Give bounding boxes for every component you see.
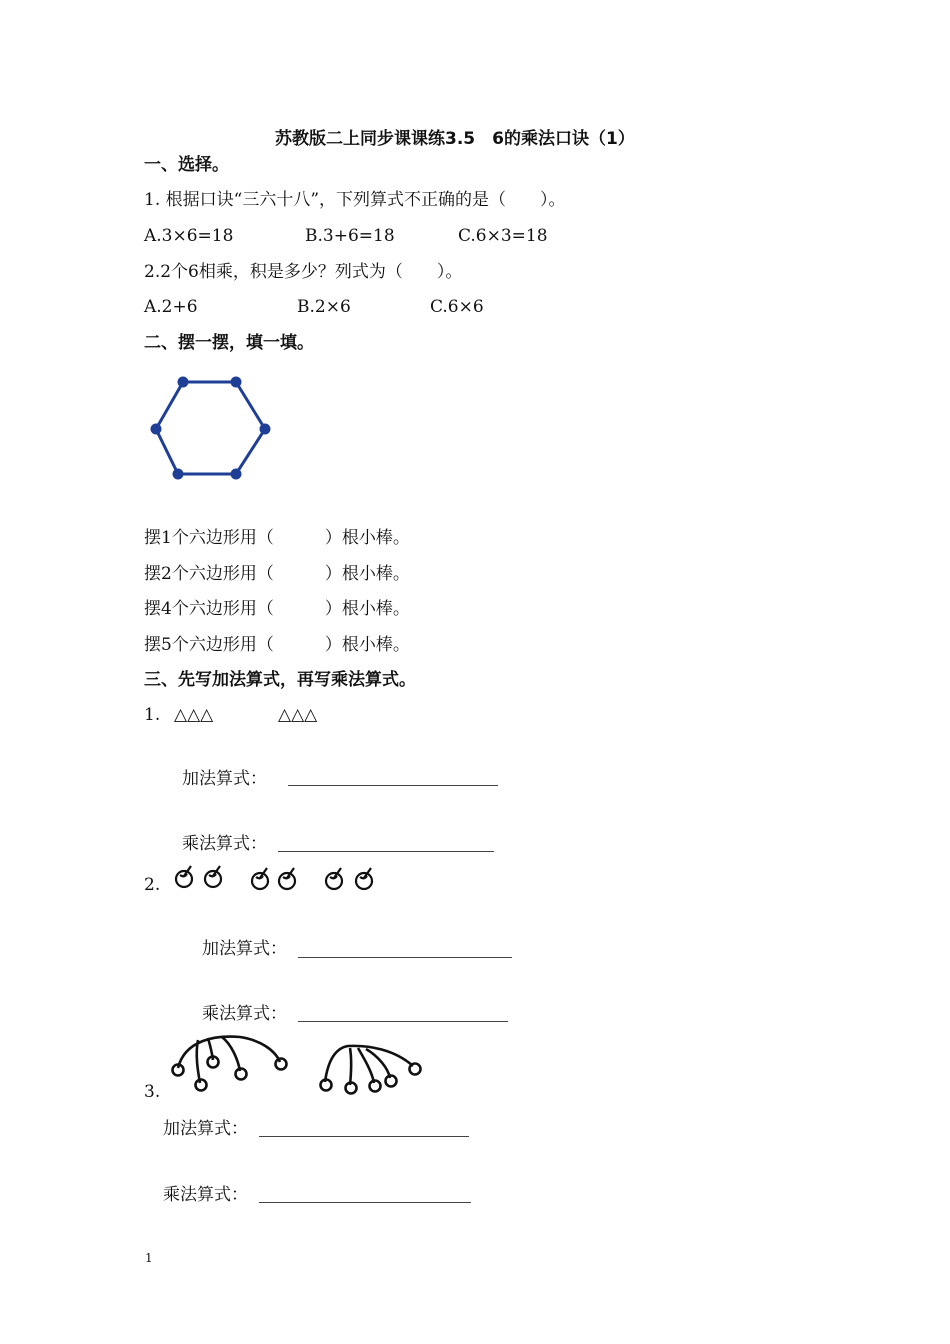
page-number: 1 [145, 1251, 153, 1265]
q1-option-a: A.3×6=18 [144, 226, 234, 246]
balloon-icon [410, 1064, 421, 1075]
hexagon-line-2: 摆2个六边形用（ ）根小棒。 [144, 564, 410, 584]
hexagon-line-3: 摆4个六边形用（ ）根小棒。 [144, 599, 410, 619]
balloon-icon [276, 1059, 287, 1070]
p3-add-label: 加法算式： [163, 1119, 248, 1139]
p2-mul-label: 乘法算式： [202, 1004, 287, 1024]
p1-add-label: 加法算式： [182, 769, 267, 789]
section-3-heading: 三、先写加法算式，再写乘法算式。 [144, 670, 416, 690]
page-title: 苏教版二上同步课课练3.5 6的乘法口诀（1） [275, 129, 635, 149]
q2-option-a: A.2+6 [144, 297, 198, 317]
section-1-heading: 一、选择。 [144, 155, 229, 175]
triangle-group-1: △△△ [174, 705, 214, 725]
p3-add-answer-line[interactable] [259, 1136, 469, 1137]
p3-mul-answer-line[interactable] [259, 1202, 471, 1203]
section-2-heading: 二、摆一摆，填一填。 [144, 333, 314, 353]
triangle-group-2: △△△ [278, 705, 318, 725]
p3-mul-label: 乘法算式： [163, 1185, 248, 1205]
question-2: 2.2个6相乘，积是多少？列式为（ ）。 [144, 262, 463, 282]
balloon-icon [196, 1080, 207, 1091]
q2-option-b: B.2×6 [297, 297, 351, 317]
problem-3-number: 3. [144, 1082, 161, 1102]
hexagon-line-1: 摆1个六边形用（ ）根小棒。 [144, 528, 410, 548]
problem-2-number: 2. [144, 875, 161, 895]
question-1: 1. 根据口诀“三六十八”，下列算式不正确的是（ ）。 [144, 190, 566, 210]
problem-1-number: 1. [144, 705, 161, 725]
q1-option-b: B.3+6=18 [305, 226, 395, 246]
q2-option-c: C.6×6 [430, 297, 484, 317]
hexagon-line-4: 摆5个六边形用（ ）根小棒。 [144, 635, 410, 655]
p2-add-label: 加法算式： [202, 939, 287, 959]
q1-option-c: C.6×3=18 [458, 226, 548, 246]
p1-mul-label: 乘法算式： [182, 834, 267, 854]
